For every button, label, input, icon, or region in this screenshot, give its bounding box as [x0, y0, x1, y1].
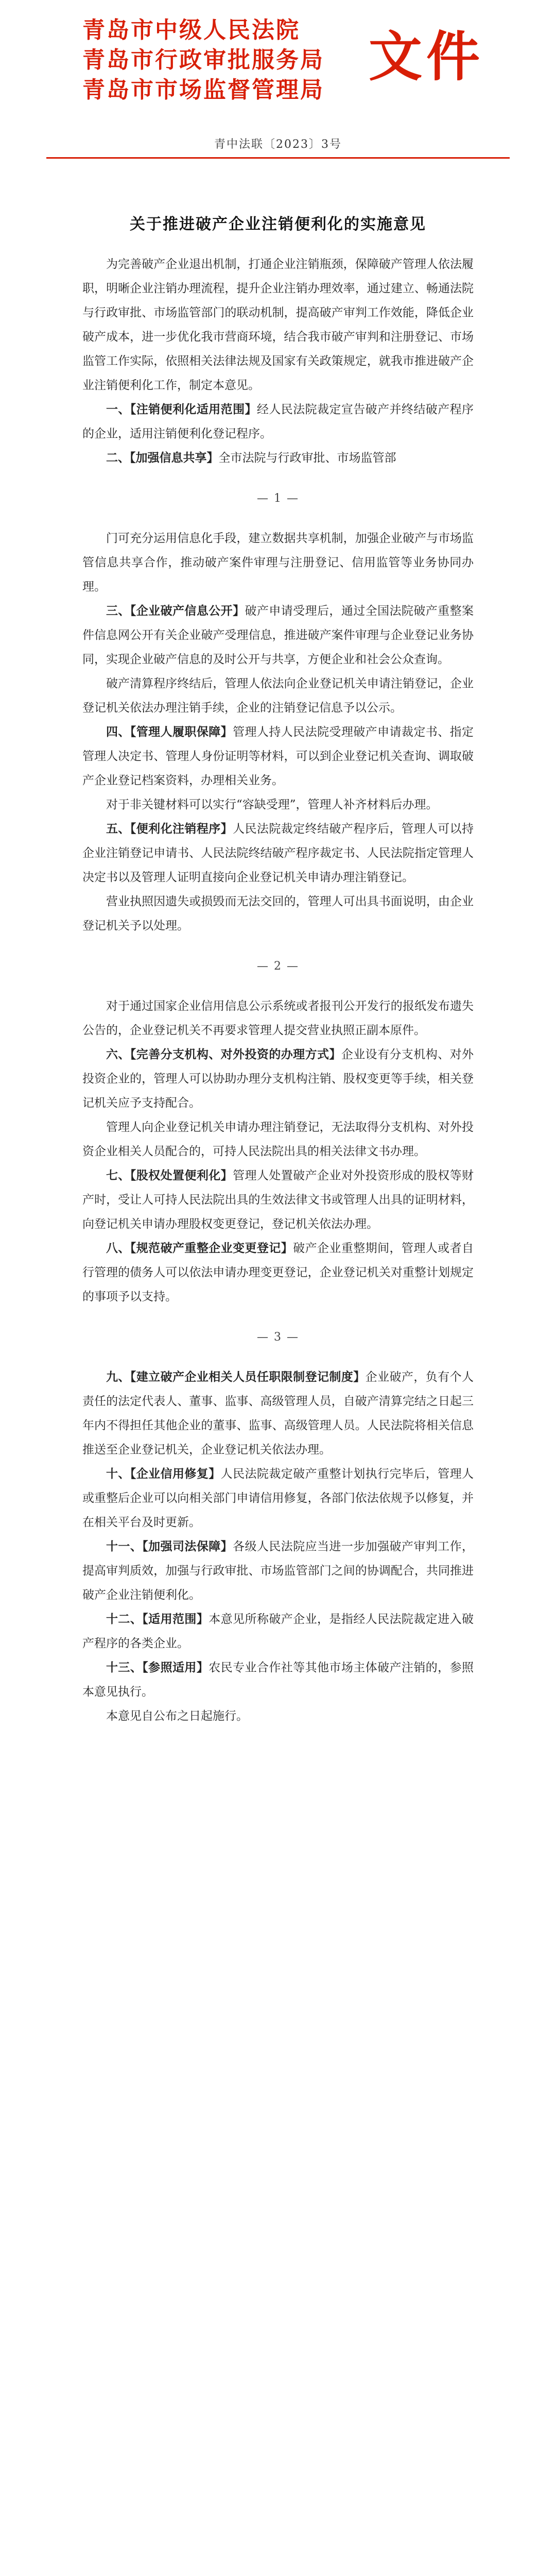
clause-heading: 十一、【加强司法保障】 [106, 1540, 233, 1553]
clause-heading: 十、【企业信用修复】 [106, 1467, 221, 1481]
paragraph-text: 管理人持人民法院受理破产申请裁定书、指定管理人决定书、管理人身份证明等材料，可以到企业登记机关查询、调取破产企业登记档案资料，办理相关业务。 [82, 725, 474, 787]
body-paragraph [82, 1704, 474, 1728]
clause-heading: 五、【便利化注销程序】 [106, 822, 233, 836]
page-number: — 1 — [257, 492, 299, 505]
doc-number: 青中法联〔2023〕3号 [214, 138, 342, 151]
paragraph-text: 农民专业合作社等其他市场主体破产注销的，参照本意见执行。 [82, 1661, 474, 1699]
paragraph-text: 本意见自公布之日起施行。 [106, 1709, 248, 1723]
paragraph-text: 人民法院裁定终结破产程序后，管理人可以持企业注销登记申请书、人民法院终结破产程序裁定书、人民法院指定管理人决定书以及管理人证明直接向企业登记机关申请办理注销登记。 [82, 822, 474, 884]
paragraph-text: 人民法院裁定破产重整计划执行完毕后，管理人或重整后企业可以向相关部门申请信用修复，各部门依法依规予以修复，并在相关平台及时更新。 [82, 1467, 474, 1529]
paragraph-text: 营业执照因遗失或损毁而无法交回的，管理人可出具书面说明，由企业登记机关予以处理。 [82, 895, 474, 933]
paragraph-text: 各级人民法院应当进一步加强破产审判工作，提高审判质效，加强与行政审批、市场监管部门之间的协调配合，共同推进破产企业注销便利化。 [82, 1540, 474, 1602]
issuer-list [82, 15, 324, 105]
clause-heading: 二、【加强信息共享】 [106, 451, 219, 465]
clause-heading: 九、【建立破产企业相关人员任职限制登记制度】 [106, 1370, 366, 1384]
clause-heading: 三、【企业破产信息公开】 [106, 604, 245, 618]
body-paragraph [82, 252, 474, 398]
paragraph-text: 企业设有分支机构、对外投资企业的，管理人可以协助办理分支机构注销、股权变更等手续，相关登记机关应予支持配合。 [82, 1048, 474, 1110]
body-paragraph [82, 1462, 474, 1535]
clause-heading: 四、【管理人履职保障】 [106, 725, 233, 739]
paragraph-text: 破产企业重整期间，管理人或者自行管理的债务人可以依法申请办理变更登记，企业登记机关对重整计划规定的事项予以支持。 [82, 1242, 474, 1303]
paragraph-text: 本意见所称破产企业，是指经人民法院裁定进入破产程序的各类企业。 [82, 1613, 474, 1650]
body-paragraph [82, 1535, 474, 1607]
body-paragraph [82, 672, 474, 720]
paragraph-text: 对于通过国家企业信用信息公示系统或者报刊公开发行的报纸发布遗失公告的，企业登记机关不再要求管理人提交营业执照正副本原件。 [82, 999, 474, 1037]
body-paragraph [82, 1656, 474, 1704]
body-paragraph [82, 527, 474, 599]
page-number: — 3 — [257, 1331, 299, 1344]
body-paragraph [82, 599, 474, 672]
issuer-market-bureau: 青岛市市场监督管理局 [82, 77, 324, 103]
paragraph-text: 经人民法院裁定宣告破产并终结破产程序的企业，适用注销便利化登记程序。 [82, 403, 474, 440]
page-number: — 2 — [257, 960, 299, 973]
body-paragraph [82, 720, 474, 793]
clause-heading: 一、【注销便利化适用范围】 [106, 403, 257, 416]
body-paragraph [82, 817, 474, 890]
red-header [82, 15, 484, 113]
body-paragraph [82, 1236, 474, 1309]
paragraph-text: 对于非关键材料可以实行“容缺受理”，管理人补齐材料后办理。 [106, 798, 438, 811]
paragraph-text: 为完善破产企业退出机制，打通企业注销瓶颈，保障破产管理人依法履职，明晰企业注销办理流程，提升企业注销办理效率，通过建立、畅通法院与行政审批、市场监管部门的联动机制，提高破产审判工作效能，降低企业破产成本，进一步优化我市营商环境，结合我市破产审判和注册登记、市场监管工作实际，依照相关法律法规及国家有关政策规定，就我市推进破产企业注销便利化工作，制定本意见。 [82, 258, 474, 392]
paragraph-text: 企业破产，负有个人责任的法定代表人、董事、监事、高级管理人员，自破产清算完结之日起三年内不得担任其他企业的董事、监事、高级管理人员。人民法院将相关信息推送至企业登记机关，企业登记机关依法办理。 [82, 1370, 474, 1456]
body-paragraph [82, 446, 474, 470]
paragraph-text: 破产申请受理后，通过全国法院破产重整案件信息网公开有关企业破产受理信息，推进破产案件审理与企业登记业务协同，实现企业破产信息的及时公开与共享，方便企业和社会公众查询。 [82, 604, 474, 666]
body-paragraph [82, 1115, 474, 1164]
clause-heading: 六、【完善分支机构、对外投资的办理方式】 [106, 1048, 341, 1061]
clause-heading: 十二、【适用范围】 [106, 1613, 209, 1626]
body-paragraph [82, 890, 474, 938]
body-paragraph [82, 1365, 474, 1462]
paragraph-text: 破产清算程序终结后，管理人依法向企业登记机关申请注销登记，企业登记机关依法办理注销手续，企业的注销登记信息予以公示。 [82, 677, 474, 715]
body-paragraph [82, 994, 474, 1043]
document-body [82, 252, 474, 1728]
paragraph-text: 门可充分运用信息化手段，建立数据共享机制，加强企业破产与市场监管信息共享合作，推动破产案件审理与注册登记、信用监管等业务协同办理。 [82, 532, 474, 594]
body-paragraph [82, 1043, 474, 1115]
doc-type-mark: 文件 [368, 25, 484, 88]
issuer-court: 青岛市中级人民法院 [82, 17, 300, 43]
body-paragraph [82, 793, 474, 817]
paragraph-text: 管理人处置破产企业对外投资形成的股权等财产时，受让人可持人民法院出具的生效法律文书或管理人出具的证明材料，向登记机关申请办理股权变更登记，登记机关依法办理。 [82, 1169, 474, 1231]
document-title: 关于推进破产企业注销便利化的实施意见 [130, 215, 426, 233]
clause-heading: 七、【股权处置便利化】 [106, 1169, 233, 1182]
body-paragraph [82, 1607, 474, 1656]
clause-heading: 八、【规范破产重整企业变更登记】 [106, 1242, 293, 1255]
paragraph-text: 管理人向企业登记机关申请办理注销登记，无法取得分支机构、对外投资企业相关人员配合的，可持人民法院出具的相关法律文书办理。 [82, 1121, 474, 1158]
clause-heading: 十三、【参照适用】 [106, 1661, 209, 1674]
body-paragraph [82, 398, 474, 446]
body-paragraph [82, 1164, 474, 1236]
issuer-approval-bureau: 青岛市行政审批服务局 [82, 47, 324, 73]
red-divider [46, 157, 510, 159]
paragraph-text: 全市法院与行政审批、市场监管部 [218, 451, 396, 465]
